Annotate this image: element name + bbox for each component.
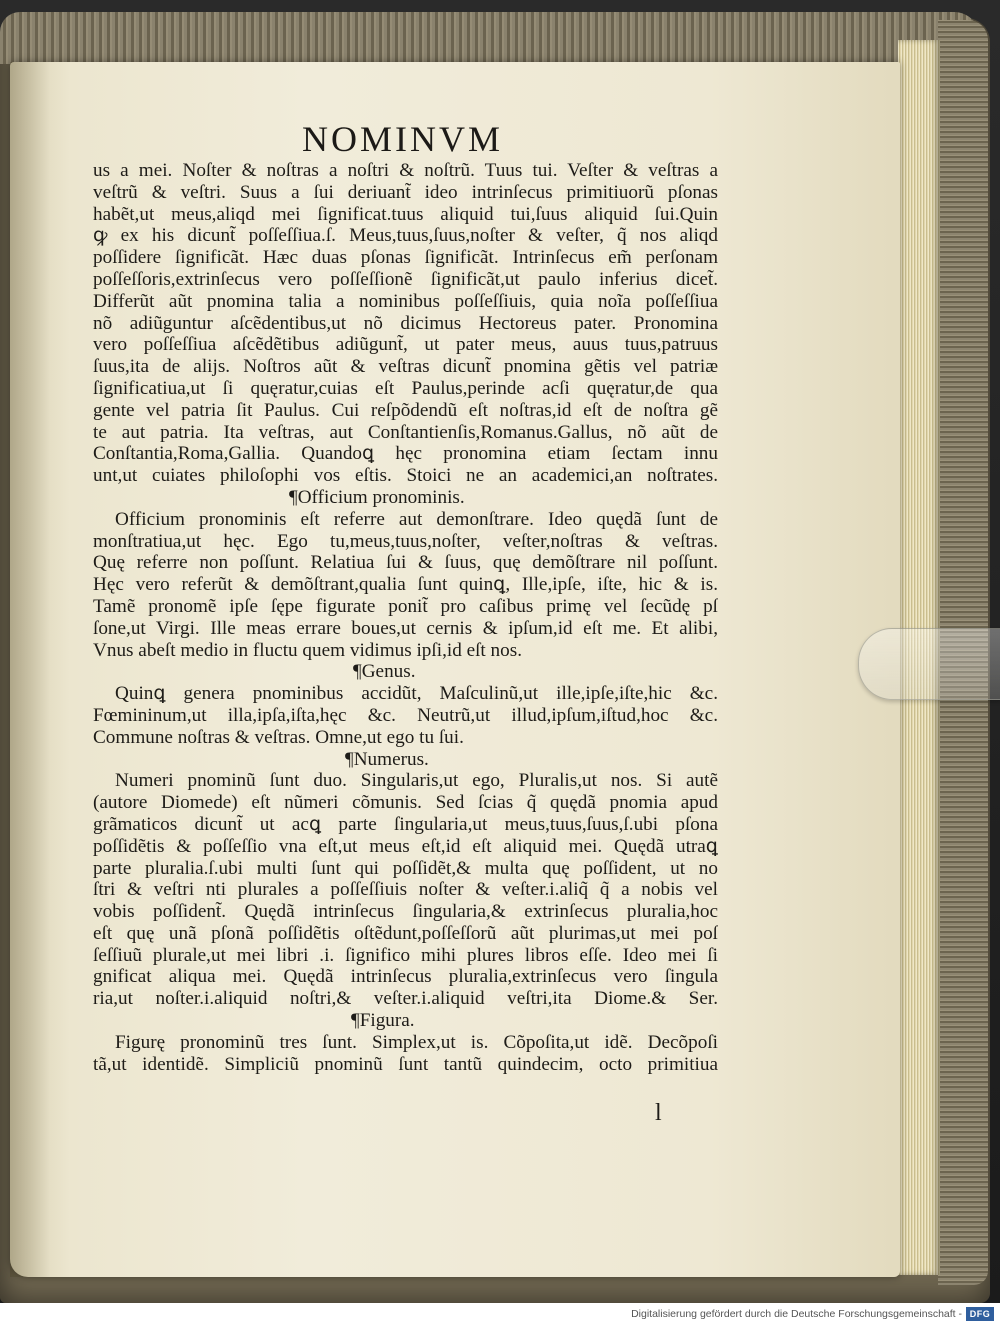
footer-credit: Digitalisierung gefördert durch die Deutsche Forschungsgemeinschaft -: [631, 1308, 962, 1320]
text-line: ſeſſiuũ plurale,ut mei libri .i. ſignifico mihi plures libros eſſe. Ideo mei ſi: [93, 944, 718, 966]
section-heading-genus: ¶Genus.: [353, 661, 416, 683]
text-line: eſt quę unã pſonã poſſidẽtis oſtẽdunt,poſſeſſorũ aũt plurimas,ut mei poſ: [93, 922, 718, 944]
text-line: monſtratiua,ut hęc. Ego tu,meus,tuus,noſter, veſter,noſtras & veſtras.: [93, 530, 718, 552]
section-heading-officium: ¶Officium pronominis.: [289, 486, 465, 508]
text-line: Differũt aũt pnomina talia a nominibus poſſeſſiuis, quia noĩa poſſeſſiua: [93, 290, 718, 312]
text-line: tã,ut identidẽ. Simpliciũ pnominũ ſunt tantũ quindecim, octo primitiua: [93, 1053, 718, 1075]
text-line: nõ adiũguntur aſcẽdentibus,ut nõ dicimus Hectoreus pater. Pronomina: [93, 312, 718, 334]
text-line: Numeri pnominũ ſunt duo. Singularis,ut ego, Pluralis,ut nos. Si autẽ: [115, 770, 718, 792]
running-head: NOMINVM: [302, 119, 503, 159]
text-line: Tamẽ pronomẽ ipſe ſępe figurate ponit̃ pro caſibus primę vel ſecũdę pſ: [93, 595, 718, 617]
book-cover-top-edge: [0, 12, 980, 64]
text-line: vobis poſſident̃. Quędã intrinſecus ſingularia,& extrinſecus pluralia,hoc: [93, 901, 718, 923]
text-line: ria,ut noſter.i.aliquid noſtri,& veſter.i.aliquid veſtri,ita Diome.& Ser.: [93, 988, 718, 1010]
text-block: [93, 160, 718, 1075]
text-line: Officium pronominis eſt referre aut demonſtrare. Ideo quędã ſunt de: [115, 508, 718, 530]
text-line: unt,ut cuiates philoſophi vos eſtis. Stoici ne an academici,an noſtrates.: [93, 465, 718, 487]
text-line: gnificat aliqua mei. Quędã intrinſecus pluralia,extrinſecus vero ſingula: [93, 966, 718, 988]
text-line: Quinꝗ genera pnominibus accidũt, Maſculinũ,ut ille,ipſe,iſte,hic &c.: [115, 683, 718, 705]
footer-bar: [0, 1303, 1000, 1325]
text-line: veſtrũ & veſtri. Suus a ſui deriuant̃ ideo intrinſecus primitiuorũ pſonas: [93, 181, 718, 203]
text-line: poſſidẽtis & poſſeſſio vna eſt,ut meus eſt,id eſt aliquid mei. Quędã utraꝗ: [93, 835, 718, 857]
text-line: ſtri & veſtri nti plurales a poſſeſſiuis noſter & veſter.i.aliq̃ q̃ a nobis vel: [93, 879, 718, 901]
text-line: (autore Diomede) eſt nũmeri cõmunis. Sed ſcias q̃ quędã pnomia apud: [93, 792, 718, 814]
text-line: vero poſſeſſiua aſcẽdẽtibus adiũgunt̃, ut pater meus, auus tuus,patruus: [93, 334, 718, 356]
text-line: Figurę pronominũ tres ſunt. Simplex,ut is. Cõpoſita,ut idẽ. Decõpoſi: [115, 1031, 718, 1053]
section-heading-numerus: ¶Numerus.: [345, 748, 429, 770]
text-line: poſſidere ſignificãt. Hæc duas pſonas ſignificãt. Intrinſecus em̃ perſonam: [93, 247, 718, 269]
text-line: Commune noſtras & veſtras. Omne,ut ego tu ſui.: [93, 726, 464, 748]
text-line: Hęc vero referũt & demõſtrant,qualia ſunt quinꝗ, Ille,ipſe, iſte, hic & is.: [93, 574, 718, 596]
text-line: Vnus abeſt medio in fluctu quem vidimus ipſi,id eſt nos.: [93, 639, 523, 661]
text-line: ꝙ ex his dicunt̃ poſſeſſiua.ſ. Meus,tuus,ſuus,noſter & veſter, q̃ nos aliqd: [93, 225, 718, 247]
text-line: us a mei. Noſter & noſtras a noſtri & noſtrũ. Tuus tui. Veſter & veſtras a: [93, 160, 718, 181]
bookmark-slip: [858, 628, 1000, 700]
text-line: habẽt,ut meus,aliqd mei ſignificat.tuus aliquid tui,ſuus aliquid ſui.Quin: [93, 203, 718, 225]
text-line: ſignificatiua,ut ſi quęratur,cuias eſt Paulus,perinde acſi quęratur,de qua: [93, 377, 718, 399]
text-line: Quę referre non poſſunt. Relatiua ſui & ſuus, quę demõſtrare nil poſſunt.: [93, 552, 718, 574]
text-line: poſſeſſoris,extrinſecus vero poſſeſſionẽ ſignificãt,ut paulo inferius dicet̃.: [93, 268, 718, 290]
text-line: Conſtantia,Roma,Gallia. Quandoꝗ hęc pronomina etiam ſectam innu: [93, 443, 718, 465]
text-line: ſone,ut Virgi. Ille meas errare boues,ut cernis & ipſum,id eſt me. Et alibi,: [93, 617, 718, 639]
dfg-logo-icon[interactable]: DFG: [966, 1307, 994, 1321]
text-line: Fœmininum,ut illa,ipſa,iſta,hęc &c. Neutrũ,ut illud,ipſum,iſtud,hoc &c.: [93, 704, 718, 726]
signature-mark: l: [655, 1100, 662, 1126]
section-heading-figura: ¶Figura.: [351, 1010, 415, 1032]
text-line: gente vel patria ſit Paulus. Cui reſpõdendũ eſt noſtras,id eſt de noſtra gẽ: [93, 399, 718, 421]
text-line: te aut patria. Ita veſtras, aut Conſtantienſis,Romanus.Gallus, nõ aũt de: [93, 421, 718, 443]
gutter-shadow: [10, 62, 50, 1277]
text-line: ſuus,ita de alijs. Noſtros aũt & veſtras dicunt̃ pnomina gẽtis vel patriæ: [93, 356, 718, 378]
text-line: parte pluralia.ſ.ubi multi ſunt qui poſſidẽt,& multa quę poſſident, ut no: [93, 857, 718, 879]
text-line: grãmaticos dicunt̃ ut acꝗ parte ſingularia,ut meus,tuus,ſuus,ſ.ubi pſona: [93, 813, 718, 835]
